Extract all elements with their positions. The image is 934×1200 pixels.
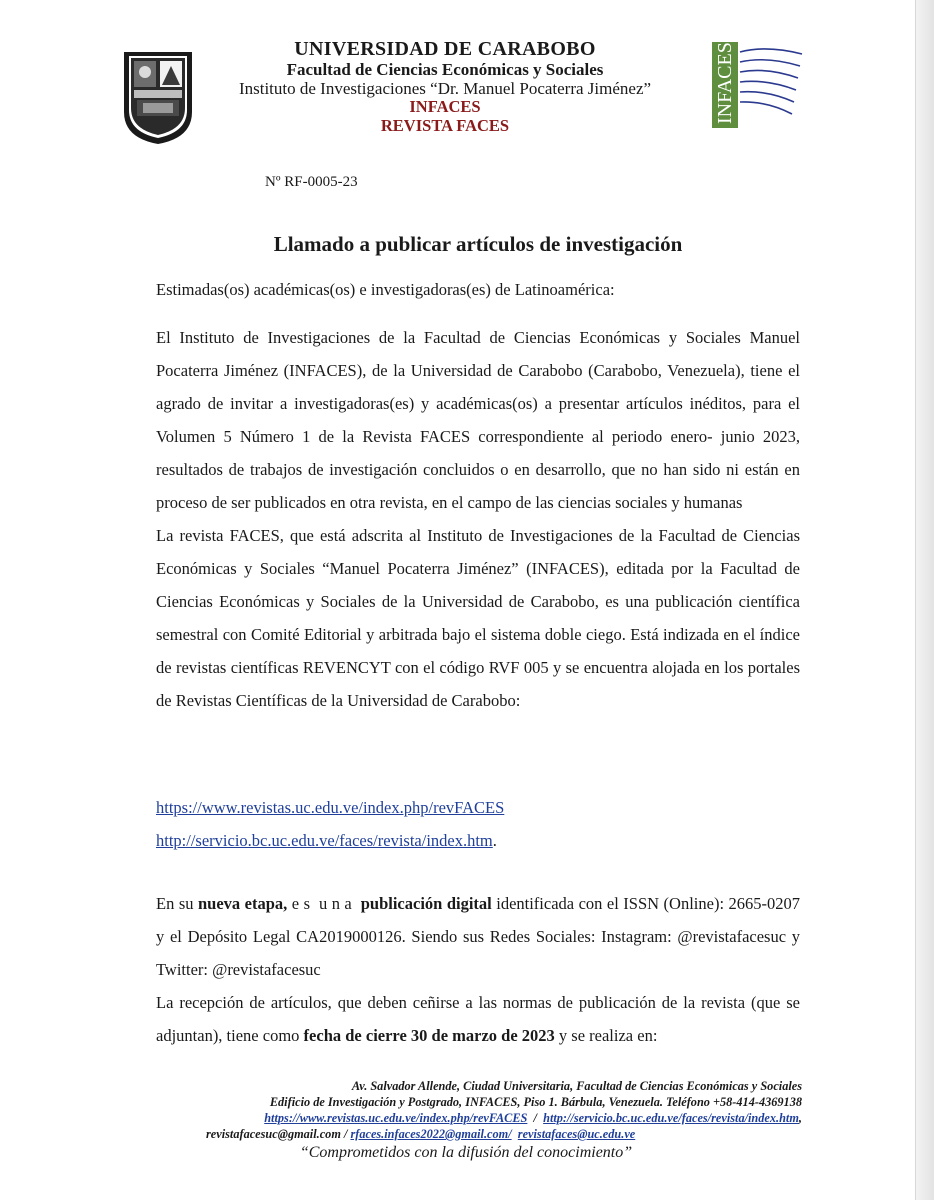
letterhead	[0, 38, 916, 148]
servicio-portal-link[interactable]: http://servicio.bc.uc.edu.ve/faces/revista/index.htm	[156, 831, 493, 850]
text-run: En su	[156, 894, 198, 913]
university-name: UNIVERSIDAD DE CARABOBO	[294, 38, 596, 60]
separator: ,	[798, 1111, 802, 1125]
link-period: .	[492, 831, 497, 850]
bold-new-stage: nueva etapa,	[197, 894, 288, 913]
reference-number: Nº RF-0005-23	[265, 174, 358, 190]
text-run: identificada con el ISSN (Online): 2665-0207 y el Depósito Legal CA2019000126. Siendo sus Redes Sociales: Instagram: @revistafacesuc y Twitter: @revistafacesuc	[156, 894, 801, 979]
footer-line-building: Edificio de Investigación y Postgrado, INFACES, Piso 1. Bárbula, Venezuela. Teléfono +58-414-4369138	[269, 1095, 802, 1109]
bold-deadline: fecha de cierre 30 de marzo de 2023	[303, 1026, 555, 1045]
footer-servicio-link[interactable]: http://servicio.bc.uc.edu.ve/faces/revista/index.htm	[543, 1111, 799, 1125]
portal-links	[156, 791, 800, 857]
faculty-name: Facultad de Ciencias Económicas y Sociales	[286, 60, 604, 80]
footer-address	[190, 1078, 802, 1142]
document-title: Llamado a publicar artículos de investigación	[273, 232, 683, 256]
footer-line-address: Av. Salvador Allende, Ciudad Universitaria, Facultad de Ciencias Económicas y Sociales	[351, 1079, 802, 1093]
greeting: Estimadas(os) académicas(os) e investigadoras(es) de Latinoamérica:	[156, 280, 615, 299]
servicio-link-line	[156, 824, 800, 857]
separator: /	[527, 1111, 544, 1125]
institute-acronym: INFACES	[409, 97, 481, 117]
footer-line-emails	[190, 1126, 802, 1142]
body-text-lower	[156, 887, 800, 1052]
footer-email-rfaces[interactable]: rfaces.infaces2022@gmail.com/	[350, 1127, 512, 1141]
paragraph-submission-deadline	[156, 986, 800, 1052]
footer-email-gmail: revistafacesuc@gmail.com /	[206, 1127, 351, 1141]
text-run: y se realiza en:	[554, 1026, 658, 1045]
letterhead-text	[210, 38, 680, 135]
footer-email-uc[interactable]: revistafaces@uc.edu.ve	[517, 1127, 636, 1141]
paragraph-journal-description: La revista FACES, que está adscrita al Instituto de Investigaciones de la Facultad de Ciencias Económicas y Sociales “Manuel Pocaterra Jiménez” (INFACES), editada por la Facultad de Ciencias Económicas y Sociales de la Universidad de Carabobo, es una publicación científica semestral con Comité Editorial y arbitrada bajo el sistema doble ciego. Está indizada en el índice de revistas científicas REVENCYT con el código RVF 005 y se encuentra alojada en los portales de Revistas Científicas de la Universidad de Carabobo:	[156, 526, 800, 710]
body-text	[156, 321, 800, 717]
paragraph-invitation: El Instituto de Investigaciones de la Facultad de Ciencias Económicas y Sociales Manuel Pocaterra Jiménez (INFACES), de la Universidad de Carabobo (Carabobo, Venezuela), tiene el agrado de invitar a investigadoras(es) y académicas(os) a presentar artículos inéditos, para el Volumen 5 Número 1 de la Revista FACES correspondiente al periodo enero- junio 2023, resultados de trabajos de investigación concluidos o en desarrollo, que no han sido ni están en proceso de ser publicados en otra revista, en el campo de las ciencias sociales y humanas	[156, 328, 800, 512]
text-run: e s u n a	[287, 894, 361, 913]
footer-motto: “Comprometidos con la difusión del conocimiento”	[299, 1144, 633, 1161]
paragraph-digital-publication	[156, 887, 800, 986]
footer-line-links	[190, 1110, 802, 1126]
text-run: La recepción de artículos, que deben ceñirse a las normas de publicación de la revista (que se adjuntan), tiene como	[156, 993, 800, 1045]
footer-revistas-link[interactable]: https://www.revistas.uc.edu.ve/index.php/revFACES	[264, 1111, 528, 1125]
bold-digital-publication: publicación digital	[360, 894, 492, 913]
infaces-logo	[712, 40, 804, 130]
institute-name: Instituto de Investigaciones “Dr. Manuel Pocaterra Jiménez”	[238, 79, 652, 99]
svg-text:INFACES: INFACES	[714, 42, 736, 124]
journal-name: REVISTA FACES	[380, 115, 510, 135]
revistas-portal-link[interactable]: https://www.revistas.uc.edu.ve/index.php/revFACES	[156, 798, 505, 817]
page-edge	[915, 0, 934, 1200]
university-seal-logo	[122, 42, 194, 146]
